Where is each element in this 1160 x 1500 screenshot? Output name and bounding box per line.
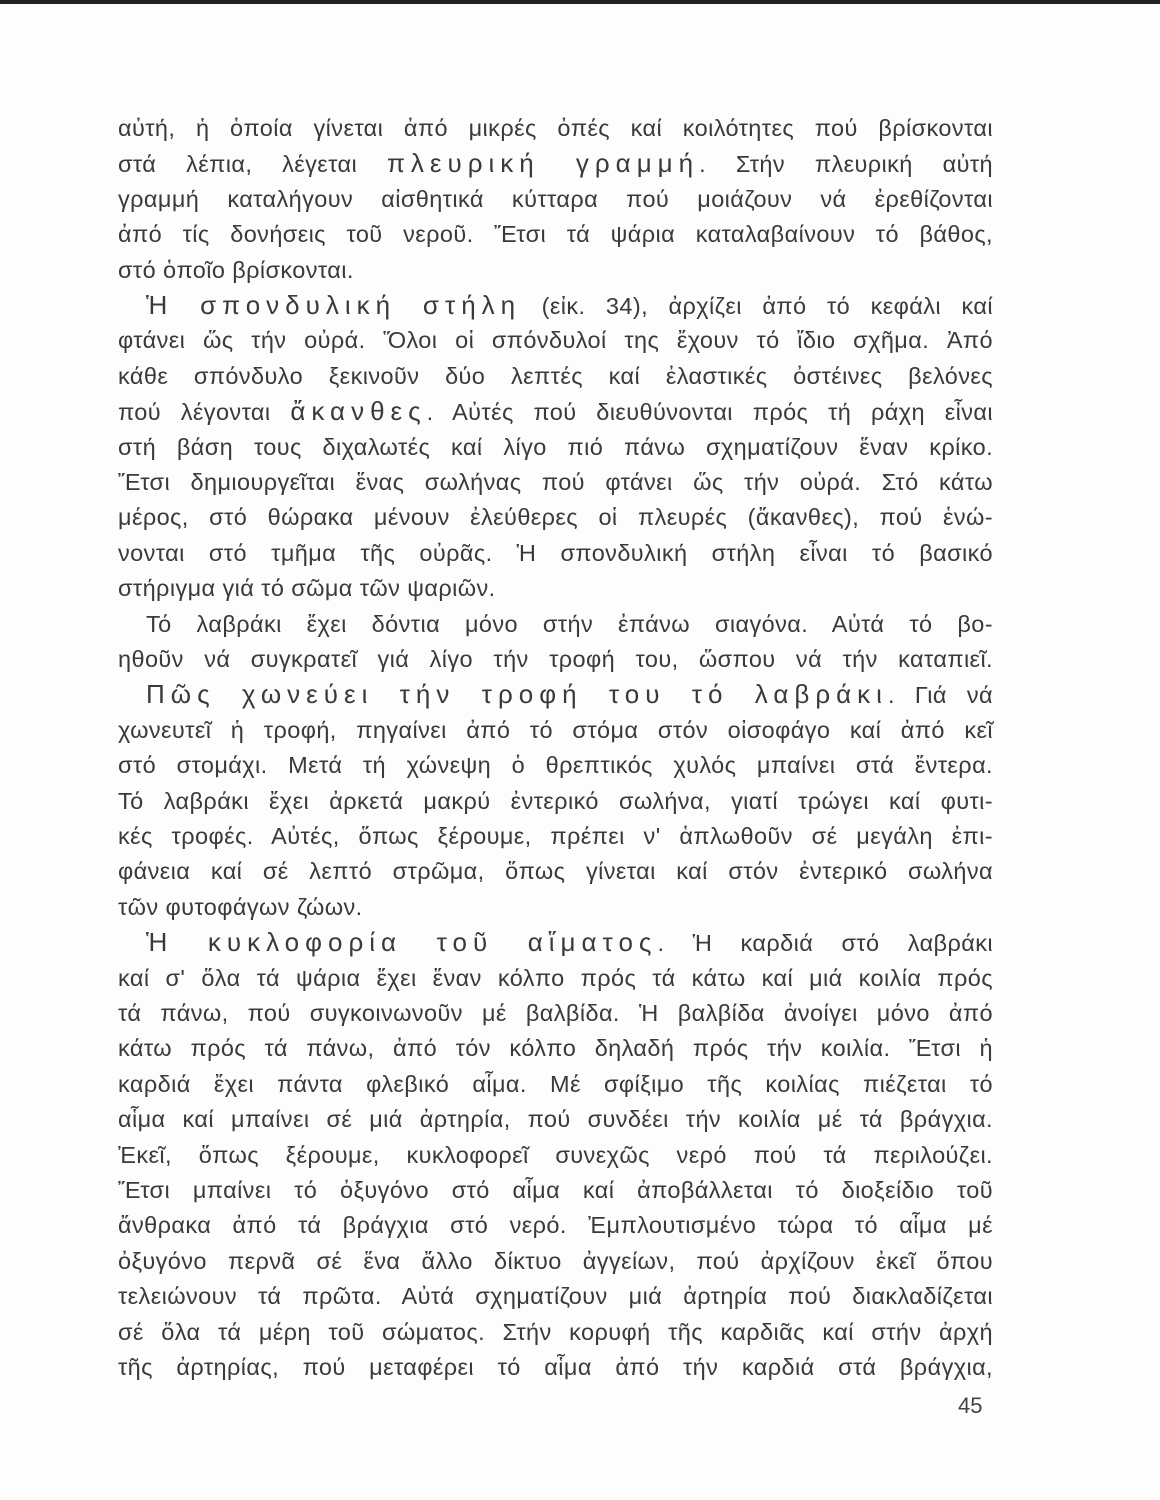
line-text: φτάνει ὥς τήν οὐρά. Ὅλοι οἱ σπόνδυλοί της ἔχουν τό ἴδιο σχῆμα. Ἀπό: [118, 327, 993, 354]
text-line: [118, 182, 993, 216]
line-text: τῆς ἀρτηρίας, πού μεταφέρει τό αἷμα ἀπό τήν καρδιά στά βράγχια,: [118, 1354, 993, 1380]
text-line: [146, 677, 993, 711]
text-line: [118, 996, 993, 1030]
text-line: [118, 1102, 993, 1136]
spaced-heading: Πῶς χωνεύει τήν τροφή του τό λαβράκι: [146, 679, 888, 710]
text-line: [118, 1350, 993, 1384]
text-line: [118, 819, 993, 853]
text-line: [118, 465, 993, 499]
line-text: ὀξυγόνο περνᾶ σέ ἕνα ἄλλο δίκτυο ἀγγείων, πού ἀρχίζουν ἐκεῖ ὅπου: [118, 1247, 993, 1274]
text-line: [146, 288, 993, 322]
spaced-heading: Ἡ σπονδυλική στήλη: [146, 290, 522, 320]
text-line: [118, 961, 993, 995]
text-line: [118, 359, 993, 393]
text-line: [118, 1208, 993, 1242]
text-line: [118, 146, 993, 180]
text-line: [118, 642, 993, 676]
text-line: [118, 536, 993, 570]
line-text: κάθε σπόνδυλο ξεκινοῦν δύο λεπτές καί ἐλαστικές ὀστέινες βελόνες: [118, 362, 993, 389]
text-line: [118, 394, 993, 428]
text-line: [118, 1031, 993, 1065]
line-text: αἷμα καί μπαίνει σέ μιά ἀρτηρία, πού συνδέει τήν κοιλία μέ τά βράγχια.: [118, 1106, 993, 1133]
line-text: καί σ' ὅλα τά ψάρια ἔχει ἕναν κόλπο πρός τά κάτω καί μιά κοιλία πρός: [118, 964, 993, 991]
spaced-heading: ἄκανθες: [290, 396, 427, 427]
line-text: αὐτή, ἡ ὁποία γίνεται ἀπό μικρές ὀπές καί κοιλότητες πού βρίσκονται: [118, 115, 993, 141]
text-line: [118, 430, 993, 464]
line-text: στά λέπια, λέγεται: [118, 151, 387, 178]
line-text: νονται στό τμῆμα τῆς οὐρᾶς. Ἡ σπονδυλική στήλη εἶναι τό βασικό: [118, 539, 993, 566]
line-text: Τό λαβράκι ἔχει δόντια μόνο στήν ἐπάνω σιαγόνα. Αὐτά τό βο-: [146, 610, 993, 637]
text-line: [146, 925, 993, 959]
page-number: 45: [958, 1393, 983, 1418]
text-line: [118, 1067, 993, 1101]
text-line: [118, 1244, 993, 1278]
text-line: [118, 111, 993, 145]
text-line: [118, 1138, 993, 1172]
line-text: χωνευτεῖ ἡ τροφή, πηγαίνει ἀπό τό στόμα στόν οἰσοφάγο καί ἀπό κεῖ: [118, 716, 993, 743]
text-line: [118, 854, 993, 888]
text-line: [118, 1173, 993, 1207]
text-line: [118, 253, 993, 287]
line-text: σέ ὅλα τά μέρη τοῦ σώματος. Στήν κορυφή τῆς καρδιᾶς καί στήν ἀρχή: [118, 1318, 993, 1345]
line-text: στήριγμα γιά τό σῶμα τῶν ψαριῶν.: [118, 575, 496, 602]
line-text: καρδιά ἔχει πάντα φλεβικό αἷμα. Μέ σφίξιμο τῆς κοιλίας πιέζεται τό: [118, 1070, 993, 1097]
line-text: . Ἡ καρδιά στό λαβράκι: [657, 930, 993, 957]
line-text: πού λέγονται: [118, 399, 291, 426]
text-line: [118, 748, 993, 782]
text-line: [118, 784, 993, 818]
line-text: στή βάση τους διχαλωτές καί λίγο πιό πάνω σχηματίζουν ἕναν κρίκο.: [118, 433, 993, 460]
line-text: ἀπό τίς δονήσεις τοῦ νεροῦ. Ἔτσι τά ψάρια καταλαβαίνουν τό βάθος,: [118, 221, 993, 248]
spaced-heading: πλευρική γραμμή: [386, 148, 700, 179]
line-text: τῶν φυτοφάγων ζώων.: [118, 893, 363, 920]
text-line: [118, 1315, 993, 1349]
line-text: Ἔτσι μπαίνει τό ὀξυγόνο στό αἷμα καί ἀποβάλλεται τό διοξείδιο τοῦ: [118, 1177, 993, 1203]
text-line: [118, 1279, 993, 1313]
line-text: . Γιά νά: [887, 682, 993, 709]
line-text: ηθοῦν νά συγκρατεῖ γιά λίγο τήν τροφή του, ὥσπου νά τήν καταπιεῖ.: [118, 646, 993, 672]
line-text: κάτω πρός τά πάνω, ἀπό τόν κόλπο δηλαδή πρός τήν κοιλία. Ἔτσι ἡ: [118, 1035, 993, 1062]
line-text: Τό λαβράκι ἔχει ἀρκετά μακρύ ἐντερικό σωλήνα, γιατί τρώγει καί φυτι-: [118, 787, 993, 814]
text-line: [118, 323, 993, 357]
line-text: Ἔτσι δημιουργεῖται ἕνας σωλήνας πού φτάνει ὥς τήν οὐρά. Στό κάτω: [118, 469, 993, 495]
line-text: στό ὁποῖο βρίσκονται.: [118, 256, 354, 283]
text-line: [118, 571, 993, 605]
line-text: . Στήν πλευρική αὐτή: [699, 151, 993, 178]
line-text: τά πάνω, πού συγκοινωνοῦν μέ βαλβίδα. Ἡ βαλβίδα ἀνοίγει μόνο ἀπό: [118, 1000, 993, 1026]
line-text: φάνεια καί σέ λεπτό στρῶμα, ὅπως γίνεται καί στόν ἐντερικό σωλήνα: [118, 858, 993, 885]
text-line: [146, 607, 993, 641]
line-text: γραμμή καταλήγουν αἰσθητικά κύτταρα πού μοιάζουν νά ἐρεθίζονται: [118, 185, 993, 212]
line-text: ἄνθρακα ἀπό τά βράγχια στό νερό. Ἐμπλουτισμένο τώρα τό αἷμα μέ: [118, 1212, 993, 1239]
line-text: στό στομάχι. Μετά τή χώνεψη ὁ θρεπτικός χυλός μπαίνει στά ἔντερα.: [118, 752, 993, 779]
text-line: [118, 500, 993, 534]
line-text: (εἰκ. 34), ἀρχίζει ἀπό τό κεφάλι καί: [521, 293, 993, 319]
line-text: μέρος, στό θώρακα μένουν ἐλεύθερες οἱ πλευρές (ἄκανθες), πού ἑνώ-: [118, 504, 993, 531]
text-line: [118, 890, 993, 924]
line-text: κές τροφές. Αὐτές, ὅπως ξέρουμε, πρέπει ν' ἁπλωθοῦν σέ μεγάλη ἐπι-: [118, 823, 993, 849]
text-line: [118, 217, 993, 251]
line-text: . Αὐτές πού διευθύνονται πρός τή ράχη εἶναι: [426, 399, 993, 426]
line-text: τελειώνουν τά πρῶτα. Αὐτά σχηματίζουν μιά ἀρτηρία πού διακλαδίζεται: [118, 1283, 993, 1310]
text-line: [118, 713, 993, 747]
line-text: Ἐκεῖ, ὅπως ξέρουμε, κυκλοφορεῖ συνεχῶς νερό πού τά περιλούζει.: [118, 1141, 993, 1168]
spaced-heading: Ἡ κυκλοφορία τοῦ αἵματος: [146, 927, 658, 958]
